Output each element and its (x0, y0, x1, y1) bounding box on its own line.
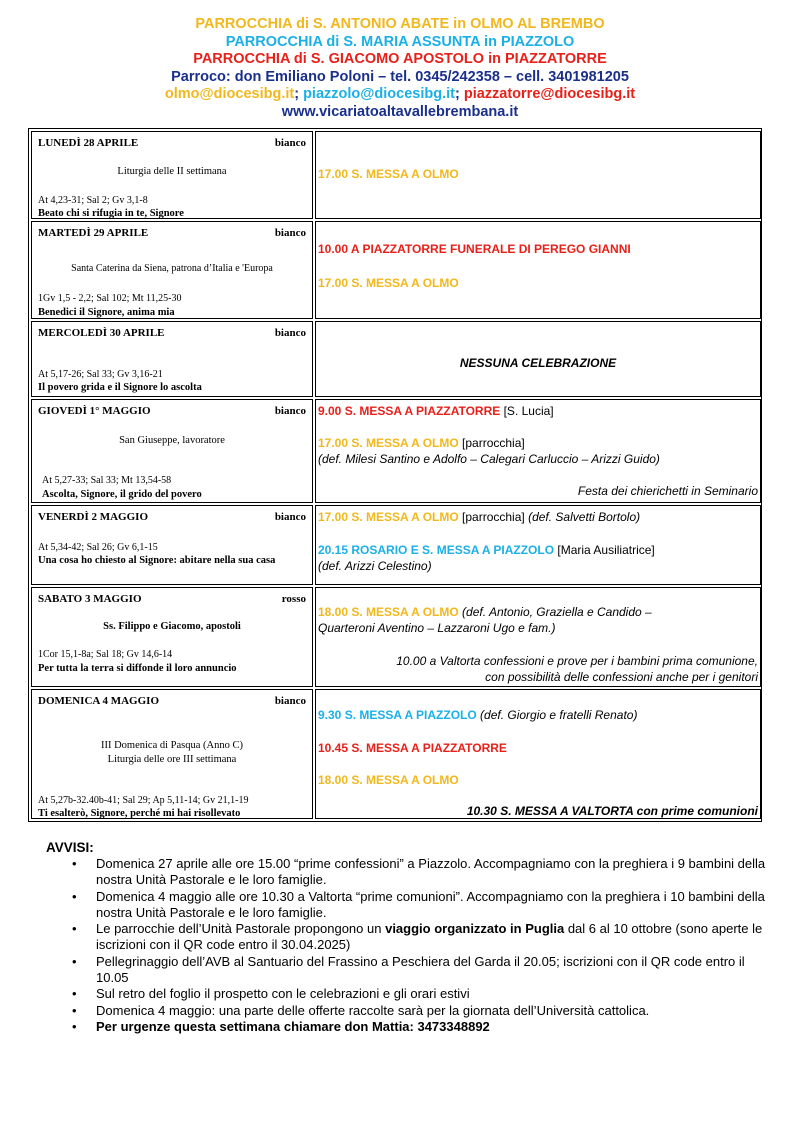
notice-item (70, 1003, 770, 1019)
event-note: con possibilità delle confessioni anche per i genitori (485, 670, 758, 684)
event: 10.45 S. MESSA A PIAZZATORRE (318, 741, 507, 755)
psalm-response: Beato chi si rifugia in te, Signore (38, 208, 184, 219)
notice-text: Domenica 4 maggio: una parte delle offerte raccolte sarà per la giornata dell’Università cattolica. (96, 1002, 650, 1018)
event-note: 10.30 S. MESSA A VALTORTA con prime comunioni (466, 804, 758, 818)
day-info-cell (31, 505, 313, 585)
event: NESSUNA CELEBRAZIONE (459, 356, 617, 370)
event (318, 436, 758, 451)
liturgical-color: bianco (274, 511, 306, 523)
bullet-icon: • (72, 856, 77, 871)
notice-highlight: viaggio organizzato in Puglia (385, 921, 565, 937)
email-separator: ; (294, 86, 304, 102)
day-info-cell (31, 131, 313, 219)
event (318, 543, 758, 558)
psalm-response: Per tutta la terra si diffonde il loro annuncio (38, 663, 237, 674)
day-label: MARTEDÌ 29 APRILE (38, 227, 149, 239)
event-title: 18.00 S. MESSA A OLMO (318, 605, 459, 619)
event-location: [parrocchia] (458, 436, 525, 450)
readings: At 5,27-33; Sal 33; Mt 13,54-58 (42, 475, 172, 486)
events-cell (315, 131, 761, 219)
notice-item (70, 1019, 770, 1035)
parish-piazzolo-title: PARROCCHIA di S. MARIA ASSUNTA in PIAZZOLO (225, 33, 575, 50)
day-info-cell (31, 321, 313, 397)
day-label: DOMENICA 4 MAGGIO (38, 695, 159, 707)
day-label: LUNEDÌ 28 APRILE (38, 137, 139, 149)
readings: 1Cor 15,1-8a; Sal 18; Gv 14,6-14 (38, 649, 173, 660)
readings: At 5,34-42; Sal 26; Gv 6,1-15 (38, 542, 158, 553)
event: 10.00 A PIAZZATORRE FUNERALE DI PEREGO GIANNI (318, 242, 631, 256)
liturgy-note: Santa Caterina da Siena, patrona d’Italia e 'Europa (71, 263, 273, 274)
liturgy-note: Ss. Filippo e Giacomo, apostoli (103, 621, 241, 632)
events-cell (315, 399, 761, 503)
day-label: GIOVEDÌ 1° MAGGIO (38, 405, 151, 417)
event-location: [Maria Ausiliatrice] (554, 543, 655, 557)
event-intentions: (def. Giorgio e fratelli Renato) (476, 708, 638, 722)
liturgy-hours-note: Liturgia delle ore III settimana (107, 754, 237, 765)
event: 18.00 S. MESSA A OLMO (318, 773, 459, 787)
day-label: MERCOLEDÌ 30 APRILE (38, 327, 165, 339)
bullet-icon: • (72, 888, 77, 904)
liturgy-note: San Giuseppe, lavoratore (119, 435, 225, 446)
notice-text: Le parrocchie dell’Unità Pastorale propongono un (96, 921, 386, 937)
email-olmo[interactable]: olmo@diocesibg.it (164, 86, 295, 102)
day-info-cell (31, 221, 313, 319)
schedule-table (28, 128, 762, 822)
event: 17.00 S. MESSA A OLMO (318, 276, 459, 290)
day-info-cell (31, 587, 313, 687)
notice-item (70, 954, 770, 987)
liturgical-color: bianco (274, 137, 306, 149)
event-intentions: (def. Antonio, Graziella e Candido – (458, 605, 652, 619)
notices-list (70, 856, 770, 1035)
events-cell (315, 689, 761, 819)
event-title: 20.15 ROSARIO E S. MESSA A PIAZZOLO (318, 543, 555, 557)
event-intentions: (def. Milesi Santino e Adolfo – Calegari Carluccio – Arizzi Guido) (318, 452, 660, 466)
event-location: [S. Lucia] (500, 404, 554, 418)
events-cell (315, 505, 761, 585)
liturgical-color: bianco (274, 327, 306, 339)
events-cell (315, 221, 761, 319)
psalm-response: Una cosa ho chiesto al Signore: abitare nella sua casa (38, 555, 276, 566)
bullet-icon: • (72, 1018, 77, 1034)
notice-text: Domenica 27 aprile alle ore 15.00 “prime confessioni” a Piazzolo. Accompagniamo con la preghiera i 9 bambini della nostra Unità Pastorale e le loro famiglie. (96, 856, 766, 888)
bullet-icon: • (72, 986, 77, 1002)
event-note: Festa dei chierichetti in Seminario (577, 484, 758, 498)
bullet-icon: • (72, 953, 77, 969)
parish-olmo-title: PARROCCHIA di S. ANTONIO ABATE in OLMO AL BREMBO (195, 16, 605, 32)
psalm-response: Ti esalterò, Signore, perché mi hai risollevato (38, 808, 241, 819)
email-piazzolo[interactable]: piazzolo@diocesibg.it (303, 86, 455, 102)
event-intentions: (def. Arizzi Celestino) (318, 559, 432, 573)
email-piazzatorre[interactable]: piazzatorre@diocesibg.it (463, 86, 636, 102)
parish-piazzatorre-title: PARROCCHIA di S. GIACOMO APOSTOLO in PIAZZATORRE (193, 51, 607, 67)
liturgical-color: bianco (274, 405, 306, 417)
notice-item (70, 921, 770, 954)
parroco-contacts: Parroco: don Emiliano Poloni – tel. 0345/242358 – cell. 3401981205 (171, 68, 629, 85)
readings: At 4,23-31; Sal 2; Gv 3,1-8 (38, 195, 148, 206)
event (318, 510, 758, 525)
notice-text: Sul retro del foglio il prospetto con le celebrazioni e gli orari estivi (96, 986, 470, 1002)
readings: At 5,17-26; Sal 33; Gv 3,16-21 (38, 369, 163, 380)
event (318, 708, 758, 723)
liturgy-note: Liturgia delle II settimana (117, 166, 227, 177)
email-separator: ; (454, 86, 464, 102)
event (318, 605, 758, 620)
notice-item (70, 986, 770, 1002)
readings: 1Gv 1,5 - 2,2; Sal 102; Mt 11,25-30 (38, 293, 182, 304)
event-title: 17.00 S. MESSA A OLMO (318, 510, 459, 524)
notice-text: dal 6 al 10 ottobre (sono aperte le iscrizioni con il QR code entro il 30.04.2025) (96, 921, 763, 953)
event-intentions: (def. Salvetti Bortolo) (528, 510, 641, 524)
psalm-response: Ascolta, Signore, il grido del povero (42, 489, 202, 500)
day-info-cell (31, 399, 313, 503)
day-info-cell (31, 689, 313, 819)
event (318, 404, 758, 419)
bullet-icon: • (72, 921, 77, 937)
notices-title: AVVISI: (46, 840, 94, 855)
psalm-response: Benedici il Signore, anima mia (38, 307, 175, 318)
notice-text: Pellegrinaggio dell’AVB al Santuario del Frassino a Peschiera del Garda il 20.05; iscrizioni con il QR code entro il 10.05 (96, 953, 745, 986)
notice-text: Domenica 4 maggio alle ore 10.30 a Valtorta “prime comunioni”. Accompagniamo con la preghiera i 10 bambini della nostra Unità Pastorale e le loro famiglie. (96, 888, 765, 920)
liturgical-color: bianco (274, 695, 306, 707)
readings: At 5,27b-32.40b-41; Sal 29; Ap 5,11-14; Gv 21,1-19 (38, 795, 249, 806)
event-title: 9.30 S. MESSA A PIAZZOLO (318, 708, 477, 722)
liturgical-color: rosso (281, 593, 306, 605)
event-note: 10.00 a Valtorta confessioni e prove per i bambini prima comunione, (396, 654, 758, 668)
urgent-contact: Per urgenze questa settimana chiamare don Mattia: 3473348892 (96, 1018, 490, 1034)
event-intentions: Quarteroni Aventino – Lazzaroni Ugo e fam.) (318, 621, 556, 635)
event-title: 17.00 S. MESSA A OLMO (318, 436, 459, 450)
notice-item (70, 856, 770, 889)
liturgical-color: bianco (274, 227, 306, 239)
events-cell (315, 321, 761, 397)
notice-item (70, 889, 770, 922)
event-location: [parrocchia] (458, 510, 529, 524)
liturgy-note: III Domenica di Pasqua (Anno C) (100, 740, 243, 751)
psalm-response: Il povero grida e il Signore lo ascolta (38, 382, 202, 393)
website-link[interactable]: www.vicariatoaltavallebrembana.it (281, 103, 519, 120)
events-cell (315, 587, 761, 687)
event-title: 9.00 S. MESSA A PIAZZATORRE (318, 404, 501, 418)
day-label: SABATO 3 MAGGIO (38, 593, 142, 605)
day-label: VENERDÌ 2 MAGGIO (38, 511, 149, 523)
event: 17.00 S. MESSA A OLMO (318, 167, 459, 181)
page-header (0, 16, 800, 121)
emails-line (0, 86, 800, 104)
bullet-icon: • (72, 1002, 77, 1018)
